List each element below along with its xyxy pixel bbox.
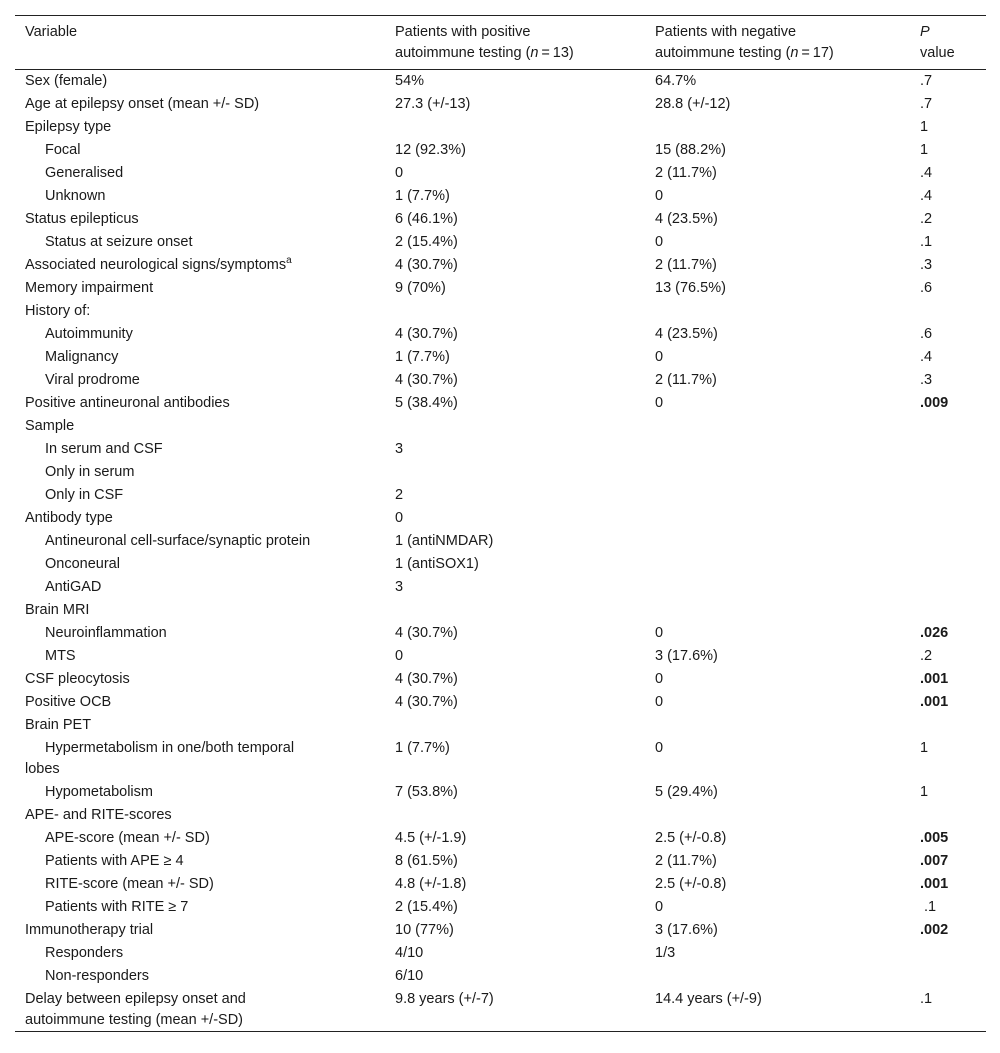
cell-p-value: .001 bbox=[920, 875, 949, 892]
table-row bbox=[15, 714, 986, 737]
cell-variable: Epilepsy type bbox=[25, 118, 112, 135]
cell-positive: 4 (30.7%) bbox=[395, 670, 458, 687]
cell-p-value bbox=[910, 530, 986, 553]
table-row bbox=[15, 896, 986, 919]
cell-negative bbox=[645, 461, 910, 484]
cell-variable: In serum and CSF bbox=[45, 440, 163, 457]
cell-p-value: .6 bbox=[920, 279, 933, 296]
cell-negative: 0 bbox=[655, 187, 664, 204]
cell-variable: Responders bbox=[45, 944, 124, 961]
table-row bbox=[15, 461, 986, 484]
cell-negative: 2.5 (+/-0.8) bbox=[655, 875, 727, 892]
cell-p-value: .007 bbox=[920, 852, 949, 869]
cell-p-value bbox=[910, 804, 986, 827]
cell-negative bbox=[645, 507, 910, 530]
cell-negative: 2 (11.7%) bbox=[655, 371, 717, 388]
cell-negative: 0 bbox=[655, 739, 664, 756]
cell-p-value bbox=[910, 599, 986, 622]
table-row bbox=[15, 691, 986, 714]
cell-variable: Patients with APE ≥ 4 bbox=[45, 852, 184, 869]
table-row bbox=[15, 988, 986, 1032]
cell-negative: 0 bbox=[655, 348, 664, 365]
cell-positive: 4.5 (+/-1.9) bbox=[395, 829, 467, 846]
cell-p-value bbox=[910, 553, 986, 576]
cell-p-value: .009 bbox=[920, 394, 949, 411]
cell-p-value: 1 bbox=[920, 118, 929, 135]
cell-positive: 3 bbox=[395, 440, 404, 457]
cell-positive bbox=[385, 804, 645, 827]
cell-negative: 0 bbox=[655, 693, 664, 710]
cell-positive: 4 (30.7%) bbox=[395, 325, 458, 342]
cell-variable: Only in CSF bbox=[45, 486, 124, 503]
table-row bbox=[15, 254, 986, 277]
cell-variable: Sample bbox=[25, 417, 75, 434]
cell-negative bbox=[645, 484, 910, 507]
cell-positive: 7 (53.8%) bbox=[395, 783, 458, 800]
comparison-table bbox=[15, 15, 986, 1032]
cell-positive: 12 (92.3%) bbox=[395, 141, 466, 158]
header-negative: Patients with negative autoimmune testing (n = 17) bbox=[655, 24, 834, 61]
cell-negative bbox=[645, 804, 910, 827]
table-row bbox=[15, 346, 986, 369]
table-row bbox=[15, 827, 986, 850]
cell-positive bbox=[385, 300, 645, 323]
cell-variable: CSF pleocytosis bbox=[25, 670, 130, 687]
cell-negative: 3 (17.6%) bbox=[655, 647, 718, 664]
table-row bbox=[15, 93, 986, 116]
cell-negative: 13 (76.5%) bbox=[655, 279, 726, 296]
cell-positive bbox=[385, 599, 645, 622]
table-row bbox=[15, 70, 986, 93]
cell-variable: Viral prodrome bbox=[45, 371, 140, 388]
cell-positive bbox=[385, 714, 645, 737]
cell-negative: 0 bbox=[655, 670, 664, 687]
cell-negative: 0 bbox=[655, 394, 664, 411]
cell-variable: Age at epilepsy onset (mean +/- SD) bbox=[25, 95, 260, 112]
cell-negative bbox=[645, 599, 910, 622]
cell-positive: 4 (30.7%) bbox=[395, 624, 458, 641]
table-row bbox=[15, 873, 986, 896]
cell-variable: Onconeural bbox=[45, 555, 120, 572]
cell-p-value: .001 bbox=[920, 670, 949, 687]
cell-negative: 0 bbox=[655, 624, 664, 641]
table-row bbox=[15, 208, 986, 231]
cell-negative: 4 (23.5%) bbox=[655, 210, 718, 227]
header-p-value: P value bbox=[920, 24, 955, 61]
cell-p-value bbox=[910, 576, 986, 599]
cell-negative bbox=[645, 714, 910, 737]
cell-positive: 4/10 bbox=[395, 944, 424, 961]
cell-p-value bbox=[910, 415, 986, 438]
cell-variable: Status epilepticus bbox=[25, 210, 139, 227]
cell-p-value: .3 bbox=[920, 371, 933, 388]
cell-p-value: .3 bbox=[920, 256, 933, 273]
table-row bbox=[15, 231, 986, 254]
cell-variable: Hypometabolism bbox=[45, 783, 153, 800]
cell-positive: 4 (30.7%) bbox=[395, 693, 458, 710]
table-row bbox=[15, 507, 986, 530]
cell-p-value bbox=[910, 965, 986, 988]
table-row bbox=[15, 392, 986, 415]
table-body bbox=[15, 70, 986, 1032]
cell-p-value: .2 bbox=[920, 210, 933, 227]
cell-p-value bbox=[910, 507, 986, 530]
cell-variable: Immunotherapy trial bbox=[25, 921, 154, 938]
cell-p-value bbox=[910, 461, 986, 484]
cell-variable: Hypermetabolism in one/both temporal lobes bbox=[25, 739, 295, 777]
cell-p-value: .2 bbox=[920, 647, 933, 664]
table-row bbox=[15, 965, 986, 988]
cell-p-value bbox=[910, 942, 986, 965]
cell-p-value: .7 bbox=[920, 95, 933, 112]
cell-p-value: 1 bbox=[920, 783, 929, 800]
cell-negative: 5 (29.4%) bbox=[655, 783, 718, 800]
cell-positive: 1 (antiNMDAR) bbox=[395, 532, 494, 549]
cell-p-value: .1 bbox=[920, 898, 937, 915]
cell-variable: Focal bbox=[45, 141, 81, 158]
table-row bbox=[15, 645, 986, 668]
table-row bbox=[15, 553, 986, 576]
results-table-container bbox=[15, 15, 986, 1032]
cell-negative: 2 (11.7%) bbox=[655, 256, 717, 273]
cell-variable: Antineuronal cell-surface/synaptic protein bbox=[45, 532, 311, 549]
cell-positive: 9.8 years (+/-7) bbox=[395, 990, 494, 1007]
cell-negative bbox=[645, 530, 910, 553]
table-row bbox=[15, 919, 986, 942]
cell-positive bbox=[385, 415, 645, 438]
table-row bbox=[15, 116, 986, 139]
cell-p-value bbox=[910, 438, 986, 461]
cell-negative bbox=[645, 438, 910, 461]
cell-positive: 9 (70%) bbox=[395, 279, 446, 296]
cell-positive: 1 (7.7%) bbox=[395, 187, 450, 204]
cell-variable: Brain MRI bbox=[25, 601, 90, 618]
cell-positive: 6/10 bbox=[395, 967, 424, 984]
cell-negative bbox=[645, 576, 910, 599]
cell-positive: 1 (7.7%) bbox=[395, 739, 450, 756]
table-row bbox=[15, 369, 986, 392]
cell-variable: Brain PET bbox=[25, 716, 92, 733]
cell-negative: 0 bbox=[655, 233, 664, 250]
cell-p-value bbox=[910, 484, 986, 507]
table-row bbox=[15, 781, 986, 804]
cell-variable: Non-responders bbox=[45, 967, 149, 984]
cell-positive: 2 bbox=[395, 486, 404, 503]
table-row bbox=[15, 576, 986, 599]
cell-variable: Generalised bbox=[45, 164, 124, 181]
cell-positive: 8 (61.5%) bbox=[395, 852, 458, 869]
header-positive: Patients with positive autoimmune testing (n = 13) bbox=[395, 24, 574, 61]
cell-variable: Patients with RITE ≥ 7 bbox=[45, 898, 189, 915]
cell-negative: 2 (11.7%) bbox=[655, 852, 717, 869]
table-row bbox=[15, 804, 986, 827]
cell-variable: Autoimmunity bbox=[45, 325, 133, 342]
cell-variable: Neuroinflammation bbox=[45, 624, 167, 641]
cell-variable: Delay between epilepsy onset and autoimmune testing (mean +/-SD) bbox=[25, 990, 246, 1028]
cell-variable: Unknown bbox=[45, 187, 106, 204]
cell-negative: 1/3 bbox=[655, 944, 676, 961]
cell-positive: 1 (7.7%) bbox=[395, 348, 450, 365]
table-row bbox=[15, 530, 986, 553]
table-row bbox=[15, 438, 986, 461]
cell-positive: 5 (38.4%) bbox=[395, 394, 458, 411]
cell-positive: 2 (15.4%) bbox=[395, 898, 458, 915]
cell-p-value: .1 bbox=[920, 233, 933, 250]
cell-variable: Status at seizure onset bbox=[45, 233, 193, 250]
cell-positive: 3 bbox=[395, 578, 404, 595]
cell-positive: 4 (30.7%) bbox=[395, 371, 458, 388]
cell-negative: 3 (17.6%) bbox=[655, 921, 718, 938]
cell-p-value bbox=[910, 714, 986, 737]
cell-negative: 4 (23.5%) bbox=[655, 325, 718, 342]
table-row bbox=[15, 323, 986, 346]
header-variable: Variable bbox=[25, 24, 78, 40]
cell-negative bbox=[645, 415, 910, 438]
table-row bbox=[15, 185, 986, 208]
cell-p-value: .1 bbox=[920, 990, 933, 1007]
cell-p-value: .026 bbox=[920, 624, 949, 641]
cell-positive: 4.8 (+/-1.8) bbox=[395, 875, 467, 892]
cell-p-value: .4 bbox=[920, 187, 933, 204]
cell-variable: Antibody type bbox=[25, 509, 113, 526]
cell-positive bbox=[385, 116, 645, 139]
cell-positive bbox=[385, 461, 645, 484]
cell-negative: 14.4 years (+/-9) bbox=[655, 990, 762, 1007]
cell-p-value bbox=[910, 300, 986, 323]
cell-p-value: .002 bbox=[920, 921, 949, 938]
table-row bbox=[15, 737, 986, 781]
cell-p-value: 1 bbox=[920, 141, 929, 158]
cell-negative: 28.8 (+/-12) bbox=[655, 95, 731, 112]
cell-variable: APE-score (mean +/- SD) bbox=[45, 829, 210, 846]
table-header bbox=[15, 16, 986, 70]
table-row bbox=[15, 622, 986, 645]
cell-negative: 15 (88.2%) bbox=[655, 141, 726, 158]
cell-p-value: 1 bbox=[920, 739, 929, 756]
cell-variable: Only in serum bbox=[45, 463, 135, 480]
cell-variable: Sex (female) bbox=[25, 73, 108, 89]
cell-negative bbox=[645, 965, 910, 988]
cell-p-value: .6 bbox=[920, 325, 933, 342]
cell-variable: APE- and RITE-scores bbox=[25, 806, 172, 823]
cell-variable: RITE-score (mean +/- SD) bbox=[45, 875, 214, 892]
cell-variable: Malignancy bbox=[45, 348, 119, 365]
cell-positive: 1 (antiSOX1) bbox=[395, 555, 479, 572]
table-row bbox=[15, 942, 986, 965]
cell-variable: Memory impairment bbox=[25, 279, 154, 296]
table-row bbox=[15, 300, 986, 323]
cell-p-value: .005 bbox=[920, 829, 949, 846]
table-row bbox=[15, 484, 986, 507]
cell-variable: Positive OCB bbox=[25, 693, 112, 710]
cell-positive: 10 (77%) bbox=[395, 921, 454, 938]
cell-positive: 6 (46.1%) bbox=[395, 210, 458, 227]
cell-p-value: .001 bbox=[920, 693, 949, 710]
cell-variable: MTS bbox=[45, 647, 76, 664]
cell-positive: 54% bbox=[395, 73, 425, 89]
cell-positive: 4 (30.7%) bbox=[395, 256, 458, 273]
cell-negative: 64.7% bbox=[655, 73, 697, 89]
cell-negative bbox=[645, 300, 910, 323]
cell-variable: History of: bbox=[25, 302, 91, 319]
cell-positive: 0 bbox=[395, 164, 404, 181]
cell-positive: 27.3 (+/-13) bbox=[395, 95, 471, 112]
cell-negative: 2.5 (+/-0.8) bbox=[655, 829, 727, 846]
table-row bbox=[15, 415, 986, 438]
cell-negative bbox=[645, 553, 910, 576]
cell-negative: 0 bbox=[655, 898, 664, 915]
cell-positive: 2 (15.4%) bbox=[395, 233, 458, 250]
table-row bbox=[15, 668, 986, 691]
cell-variable: Positive antineuronal antibodies bbox=[25, 394, 230, 411]
cell-negative bbox=[645, 116, 910, 139]
table-row bbox=[15, 850, 986, 873]
table-row bbox=[15, 277, 986, 300]
table-row bbox=[15, 162, 986, 185]
cell-variable: AntiGAD bbox=[45, 578, 102, 595]
cell-positive: 0 bbox=[395, 509, 404, 526]
cell-variable: Associated neurological signs/symptoms$^a$ bbox=[25, 254, 292, 273]
cell-p-value: .7 bbox=[920, 73, 933, 89]
cell-p-value: .4 bbox=[920, 164, 933, 181]
table-row bbox=[15, 139, 986, 162]
cell-positive: 0 bbox=[395, 647, 404, 664]
cell-p-value: .4 bbox=[920, 348, 933, 365]
table-row bbox=[15, 599, 986, 622]
cell-negative: 2 (11.7%) bbox=[655, 164, 717, 181]
